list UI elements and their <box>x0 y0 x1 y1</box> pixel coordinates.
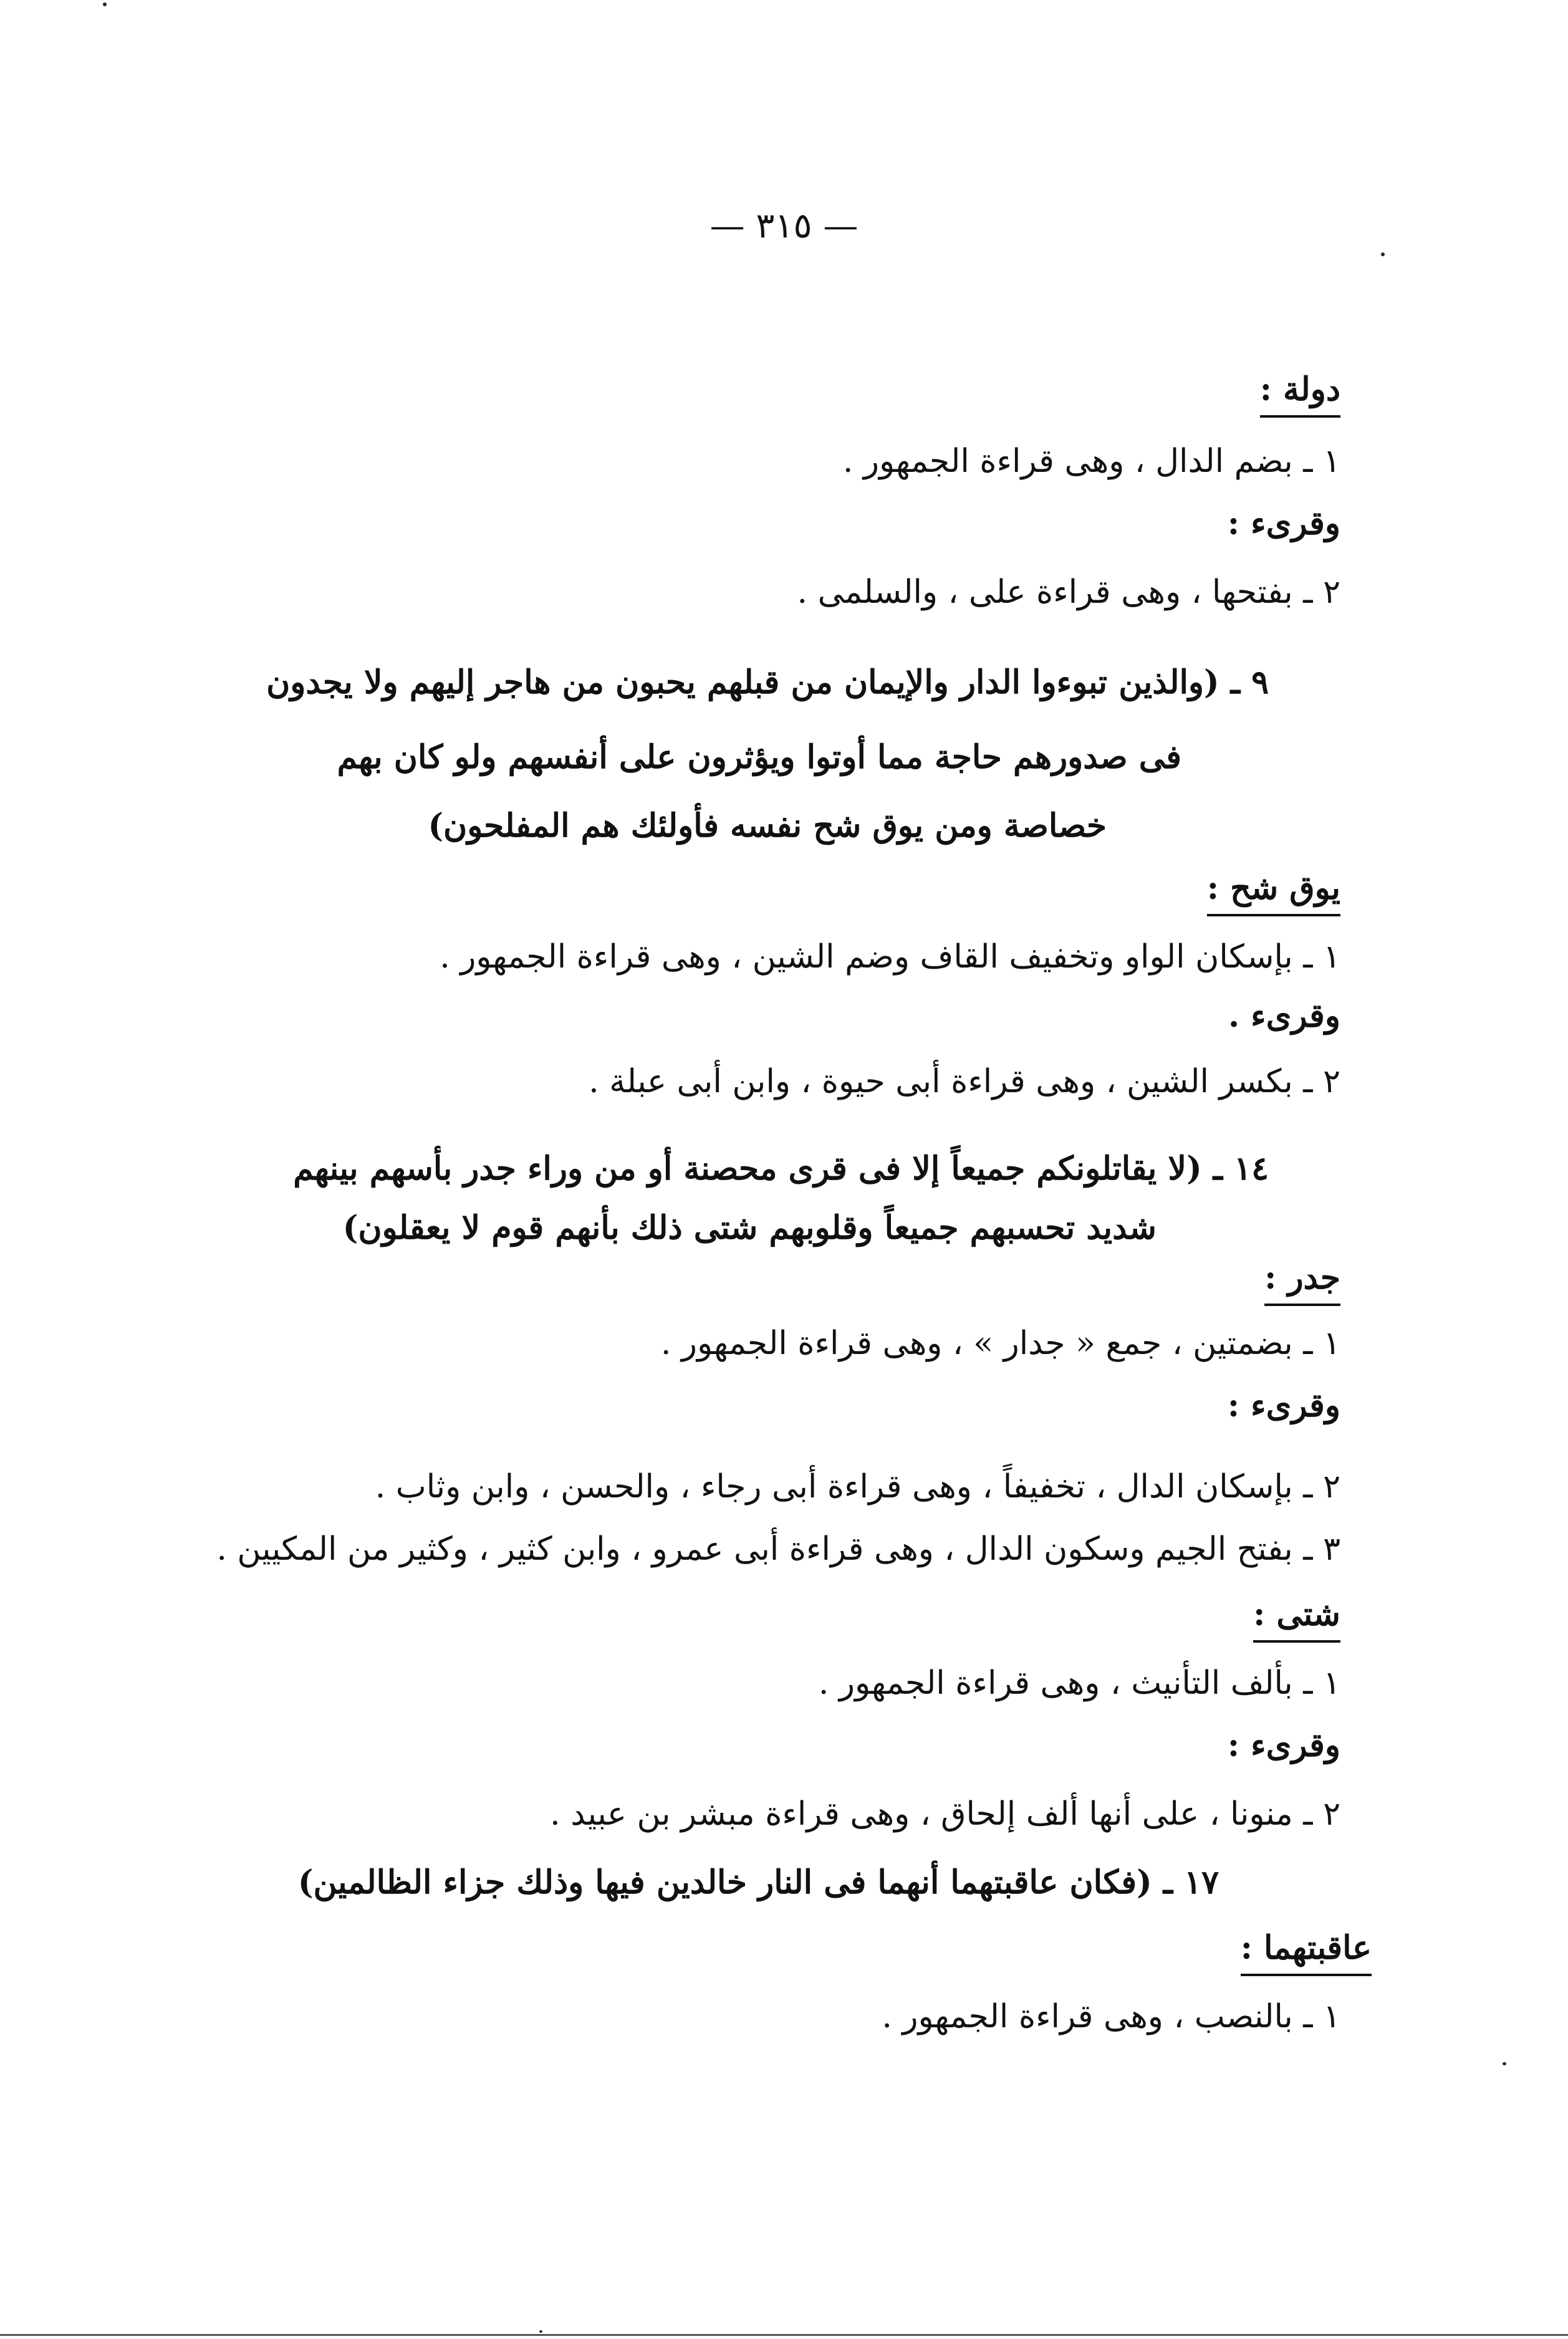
reading-line: ٢ ـ بكسر الشين ، وهى قراءة أبى حيوة ، وابن أبى عبلة . <box>589 1063 1340 1100</box>
heading-aqibatahuma: عاقبتهما : <box>1241 1926 1372 1976</box>
reading-line: ١ ـ بضمتين ، جمع « جدار » ، وهى قراءة الجمهور . <box>660 1325 1340 1362</box>
verse-line: خصاصة ومن يوق شح نفسه فأولئك هم المفلحون) <box>428 807 1107 845</box>
page-number: — ٣١٥ — <box>709 206 859 246</box>
qurie-label: وقرىء : <box>1227 504 1340 542</box>
reading-line: ١ ـ بإسكان الواو وتخفيف القاف وضم الشين ، وهى قراءة الجمهور . <box>440 938 1340 976</box>
reading-line: ١ ـ بضم الدال ، وهى قراءة الجمهور . <box>842 443 1340 480</box>
reading-line: ٢ ـ منونا ، على أنها ألف إلحاق ، وهى قراءة مبشر بن عبيد . <box>550 1795 1340 1833</box>
scan-speck <box>1381 252 1385 256</box>
page-edge-rule <box>0 2334 1568 2336</box>
heading-judur: جدر : <box>1264 1256 1340 1306</box>
reading-line: ٢ ـ بإسكان الدال ، تخفيفاً ، وهى قراءة أبى رجاء ، والحسن ، وابن وثاب . <box>375 1468 1340 1506</box>
heading-shatta: شتى : <box>1253 1593 1340 1643</box>
verse-line: فى صدورهم حاجة مما أوتوا ويؤثرون على أنفسهم ولو كان بهم <box>337 738 1181 776</box>
scan-speck <box>1503 2062 1506 2065</box>
scan-speck <box>539 2330 542 2333</box>
heading-yuq-shuhh: يوق شح : <box>1207 867 1340 916</box>
qurie-label: وقرىء : <box>1227 1726 1340 1764</box>
reading-line: ٢ ـ بفتحها ، وهى قراءة على ، والسلمى . <box>797 574 1340 611</box>
reading-line: ١ ـ بألف التأنيث ، وهى قراءة الجمهور . <box>818 1664 1340 1702</box>
verse-line: شديد تحسبهم جميعاً وقلوبهم شتى ذلك بأنهم قوم لا يعقلون) <box>342 1209 1157 1247</box>
reading-line: ٣ ـ بفتح الجيم وسكون الدال ، وهى قراءة أبى عمرو ، وابن كثير ، وكثير من المكيين . <box>216 1530 1340 1568</box>
qurie-label: وقرىء : <box>1227 1386 1340 1424</box>
verse-line: ١٤ ـ (لا يقاتلونكم جميعاً إلا فى قرى محصنة أو من وراء جدر بأسهم بينهم <box>293 1150 1269 1188</box>
verse-line: ٩ ـ (والذين تبوءوا الدار والإيمان من قبلهم يحبون من هاجر إليهم ولا يجدون <box>266 663 1269 701</box>
qurie-label: وقرىء . <box>1228 997 1340 1035</box>
verse-line: ١٧ ـ (فكان عاقبتهما أنهما فى النار خالدين فيها وذلك جزاء الظالمين) <box>297 1863 1219 1901</box>
reading-line: ١ ـ بالنصب ، وهى قراءة الجمهور . <box>882 1998 1340 2035</box>
heading-dulah: دولة : <box>1260 368 1340 418</box>
scan-speck <box>103 2 107 6</box>
